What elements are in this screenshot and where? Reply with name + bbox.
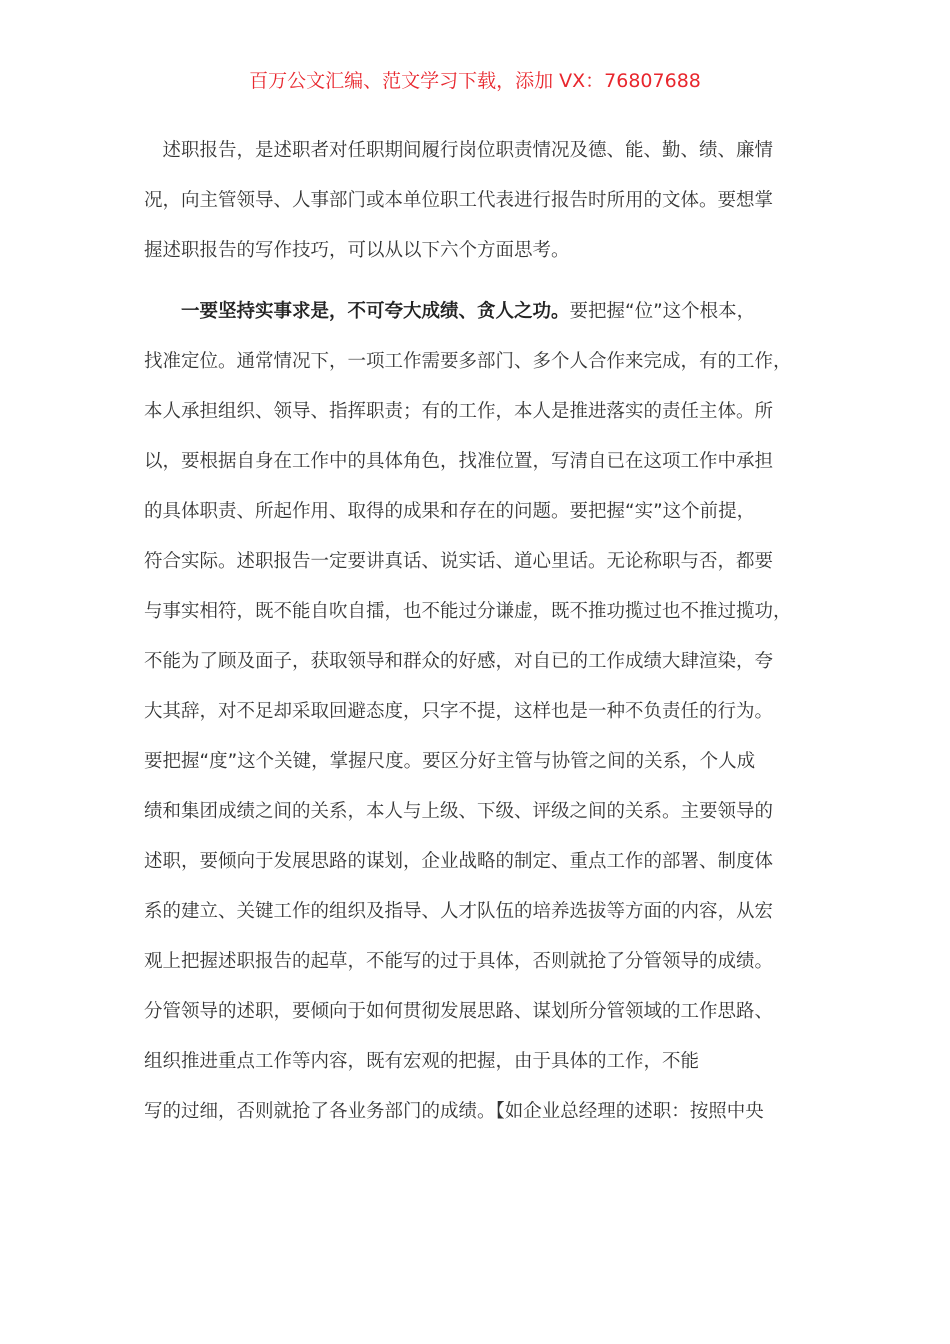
text-line: 本人承担组织、领导、指挥职责；有的工作，本人是推进落实的责任主体。所 (144, 401, 774, 422)
text-line: 组织推进重点工作等内容，既有宏观的把握，由于具体的工作，不能 (144, 1051, 700, 1072)
text-line: 分管领导的述职，要倾向于如何贯彻发展思路、谋划所分管领域的工作思路、 (144, 1001, 774, 1022)
text-line: 述职报告，是述职者对任职期间履行岗位职责情况及德、能、勤、绩、廉情 (144, 140, 774, 161)
text-line-first (144, 297, 755, 327)
text-line: 的具体职责、所起作用、取得的成果和存在的问题。要把握“实”这个前提， (144, 501, 756, 522)
text-line: 绩和集团成绩之间的关系，本人与上级、下级、评级之间的关系。主要领导的 (144, 801, 774, 822)
first-line-rest: 要把握“位”这个根本， (569, 301, 756, 322)
text-line: 与事实相符，既不能自吹自擂，也不能过分谦虚，既不推功揽过也不推过揽功， (144, 601, 792, 622)
text-line: 符合实际。述职报告一定要讲真话、说实话、道心里话。无论称职与否，都要 (144, 551, 774, 572)
text-line: 况，向主管领导、人事部门或本单位职工代表进行报告时所用的文体。要想掌 (144, 190, 774, 211)
text-line: 握述职报告的写作技巧，可以从以下六个方面思考。 (144, 240, 570, 261)
text-line: 以，要根据自身在工作中的具体角色，找准位置，写清自已在这项工作中承担 (144, 451, 774, 472)
header-banner: 百万公文汇编、范文学习下载，添加 VX：76807688 (249, 70, 701, 92)
bold-lead-sentence: 一要坚持实事求是，不可夸大成绩、贪人之功。 (144, 301, 570, 322)
text-line: 系的建立、关键工作的组织及指导、人才队伍的培养选拔等方面的内容，从宏 (144, 901, 774, 922)
text-line: 写的过细，否则就抢了各业务部门的成绩。【如企业总经理的述职：按照中央 (144, 1101, 764, 1122)
text-line: 要把握“度”这个关键，掌握尺度。要区分好主管与协管之间的关系，个人成 (144, 751, 756, 772)
text-line: 找准定位。通常情况下，一项工作需要多部门、多个人合作来完成，有的工作， (144, 351, 792, 372)
text-line: 大其辞，对不足却采取回避态度，只字不提，这样也是一种不负责任的行为。 (144, 701, 774, 722)
text-line: 述职，要倾向于发展思路的谋划，企业战略的制定、重点工作的部署、制度体 (144, 851, 774, 872)
text-line: 观上把握述职报告的起草，不能写的过于具体，否则就抢了分管领导的成绩。 (144, 951, 774, 972)
text-line: 不能为了顾及面子，获取领导和群众的好感，对自已的工作成绩大肆渲染，夸 (144, 651, 774, 672)
